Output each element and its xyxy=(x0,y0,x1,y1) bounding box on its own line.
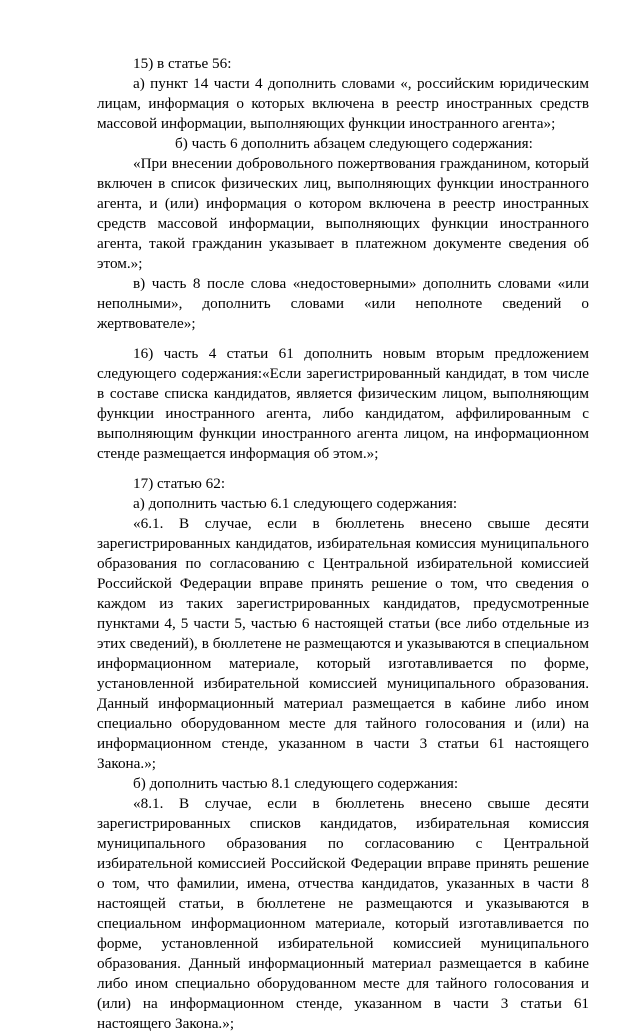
paragraph-item-17b: б) дополнить частью 8.1 следующего содержания: xyxy=(133,775,459,792)
paragraph-item-16: 16) часть 4 статьи 61 дополнить новым вторым предложением следующего содержания:«Если зарегистрированный кандидат, в том числе в составе списка кандидатов, является физическим лицом, выполняющим функции иностранного агента, либо кандидатом, аффилированным с выполняющим функции иностранного агента лицом, на информационном стенде размещается информация об этом.»; xyxy=(97,345,589,462)
paragraph-item-15: 15) в статье 56: xyxy=(133,55,232,72)
paragraph-item-15a: а) пункт 14 части 4 дополнить словами «, российским юридическим лицам, информация о которых включена в реестр иностранных средств массовой информации, выполняющих функции иностранного агента»; xyxy=(97,75,589,132)
paragraph-quote-8-1: «8.1. В случае, если в бюллетень внесено свыше десяти зарегистрированных списков кандидатов, избирательная комиссия муниципального образования по согласованию с Центральной избирательной комиссией Российской Федерации вправе принять решение о том, что фамилии, имена, отчества кандидатов, указанных в части 8 настоящей статьи, в бюллетене не размещаются и указываются в специальном информационном материале, который изготавливается по форме, установленной избирательной комиссией муниципального образования. Данный информационный материал размещается в кабине либо ином специально оборудованном месте для тайного голосования и (или) на информационном стенде, указанном в части 3 статьи 61 настоящего Закона.»; xyxy=(97,795,589,1032)
paragraph-item-17: 17) статью 62: xyxy=(133,475,226,492)
paragraph-quote-6-1: «6.1. В случае, если в бюллетень внесено свыше десяти зарегистрированных кандидатов, избирательная комиссия муниципального образования по согласованию с Центральной избирательной комиссией Российской Федерации вправе принять решение о том, что сведения о каждом из таких зарегистрированных кандидатов, предусмотренные пунктами 4, 5 части 5, частью 6 настоящей статьи (все либо отдельные из этих сведений), в бюллетене не размещаются и указываются в специальном информационном материале, который изготавливается по форме, установленной избирательной комиссией муниципального образования. Данный информационный материал размещается в кабине либо ином специально оборудованном месте для тайного голосования и (или) на информационном стенде, указанном в части 3 статьи 61 настоящего Закона.»; xyxy=(97,515,589,772)
paragraph-quote-donation: «При внесении добровольного пожертвования гражданином, который включен в список физических лиц, выполняющих функции иностранного агента, и (или) информация о котором включена в реестр иностранных средств массовой информации, выполняющих функции иностранного агента, такой гражданин указывает в платежном документе сведения об этом.»; xyxy=(97,155,589,272)
paragraph-item-17a: а) дополнить частью 6.1 следующего содержания: xyxy=(133,495,458,512)
paragraph-item-15b: б) часть 6 дополнить абзацем следующего содержания: xyxy=(175,135,533,152)
paragraph-item-15v: в) часть 8 после слова «недостоверными» дополнить словами «или неполными», дополнить словами «или неполноте сведений о жертвователе»; xyxy=(97,275,589,332)
